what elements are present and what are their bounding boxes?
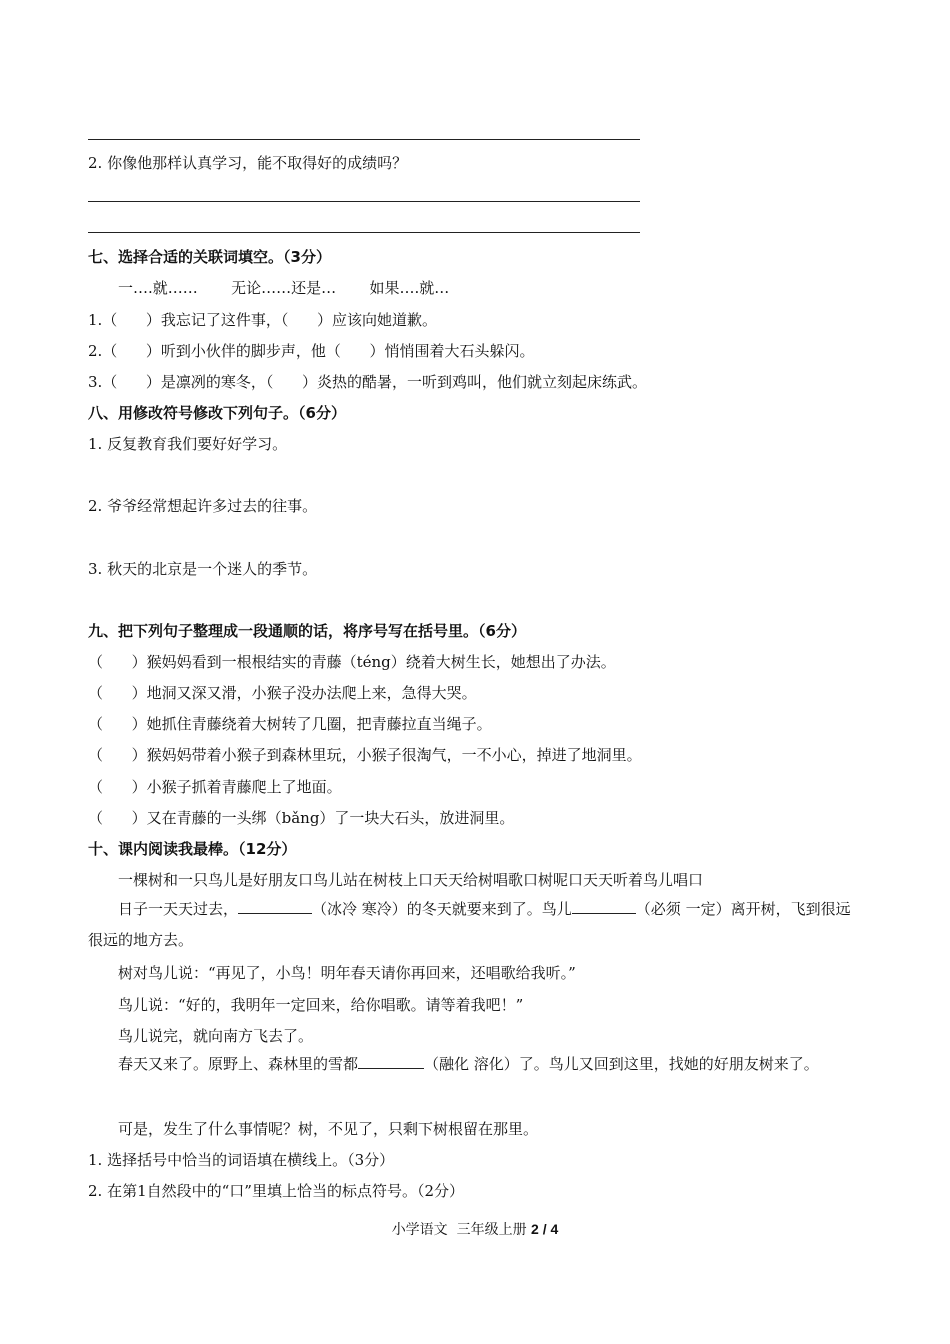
answer-line-1[interactable] [88, 139, 640, 140]
answer-line-2[interactable] [88, 201, 640, 202]
section-9-item-1: （ ）猴妈妈看到一根根结实的青藤（téng）绕着大树生长，她想出了办法。 [88, 653, 616, 671]
section-9-item-5: （ ）小猴子抓着青藤爬上了地面。 [88, 778, 342, 796]
section-8-item-2: 2. 爷爷经常想起许多过去的往事。 [88, 497, 318, 515]
section-8-heading: 八、用修改符号修改下列句子。（6分） [88, 404, 346, 422]
page-number: 2 / 4 [531, 1221, 559, 1237]
passage-p6-end: （融化 溶化）了。鸟儿又回到这里，找她的好朋友树来了。 [424, 1055, 819, 1073]
section-9-item-4: （ ）猴妈妈带着小猴子到森林里玩，小猴子很淘气，一不小心，掉进了地洞里。 [88, 746, 642, 764]
section-7-item-2: 2.（ ）听到小伙伴的脚步声，他（ ）悄悄围着大石头躲闪。 [88, 342, 535, 360]
section-9-heading: 九、把下列句子整理成一段通顺的话，将序号写在括号里。（6分） [88, 622, 526, 640]
passage-paragraph-1: 一棵树和一只鸟儿是好朋友口鸟儿站在树枝上口天天给树唱歌口树呢口天天听着鸟儿唱口 [118, 871, 704, 889]
section-7-heading: 七、选择合适的关联词填空。（3分） [88, 248, 331, 266]
passage-paragraph-4: 鸟儿说：“好的，我明年一定回来，给你唱歌。请等着我吧！” [118, 996, 524, 1014]
section-9-item-3: （ ）她抓住青藤绕着大树转了几圈，把青藤拉直当绳子。 [88, 715, 492, 733]
answer-line-3[interactable] [88, 232, 640, 233]
passage-p2-start: 日子一天天过去， [118, 900, 239, 918]
section-8-item-1: 1. 反复教育我们要好好学习。 [88, 435, 288, 453]
section-7-item-3: 3.（ ）是凛冽的寒冬，（ ）炎热的酷暑，一听到鸡叫，他们就立刻起床练武。 [88, 373, 648, 391]
passage-paragraph-6 [88, 1049, 864, 1080]
passage-p6-start: 春天又来了。原野上、森林里的雪都 [118, 1055, 359, 1073]
section-9-item-6: （ ）又在青藤的一头绑（bǎng）了一块大石头，放进洞里。 [88, 809, 515, 827]
passage-paragraph-2 [88, 894, 864, 956]
passage-p2-end: （必须 一定）离开树，飞到很远很远的地方去。 [88, 900, 851, 949]
fill-blank-3[interactable] [358, 1052, 424, 1069]
footer-label: 小学语文 三年级上册 [391, 1222, 527, 1238]
fill-blank-1[interactable] [238, 897, 312, 914]
passage-paragraph-7: 可是，发生了什么事情呢？树，不见了，只剩下树根留在那里。 [118, 1120, 539, 1138]
section-10-heading: 十、课内阅读我最棒。（12分） [88, 840, 297, 858]
section-9-item-2: （ ）地洞又深又滑，小猴子没办法爬上来，急得大哭。 [88, 684, 477, 702]
passage-p2-middle: （冰冷 寒冷）的冬天就要来到了。鸟儿 [312, 900, 572, 918]
section-10-question-1: 1. 选择括号中恰当的词语填在横线上。（3分） [88, 1151, 395, 1169]
section-10-question-2: 2. 在第1自然段中的“口”里填上恰当的标点符号。（2分） [88, 1182, 465, 1200]
section-8-item-3: 3. 秋天的北京是一个迷人的季节。 [88, 560, 318, 578]
page-footer [0, 1219, 950, 1239]
section-7-item-1: 1.（ ）我忘记了这件事，（ ）应该向她道歉。 [88, 311, 438, 329]
question-6-2: 2. 你像他那样认真学习，能不取得好的成绩吗？ [88, 154, 408, 172]
passage-paragraph-5: 鸟儿说完，就向南方飞去了。 [118, 1027, 314, 1045]
passage-paragraph-3: 树对鸟儿说：“再见了，小鸟！明年春天请你再回来，还唱歌给我听。” [118, 964, 576, 982]
fill-blank-2[interactable] [572, 897, 636, 914]
section-7-options: 一….就…… 无论……还是… 如果….就… [118, 279, 450, 297]
